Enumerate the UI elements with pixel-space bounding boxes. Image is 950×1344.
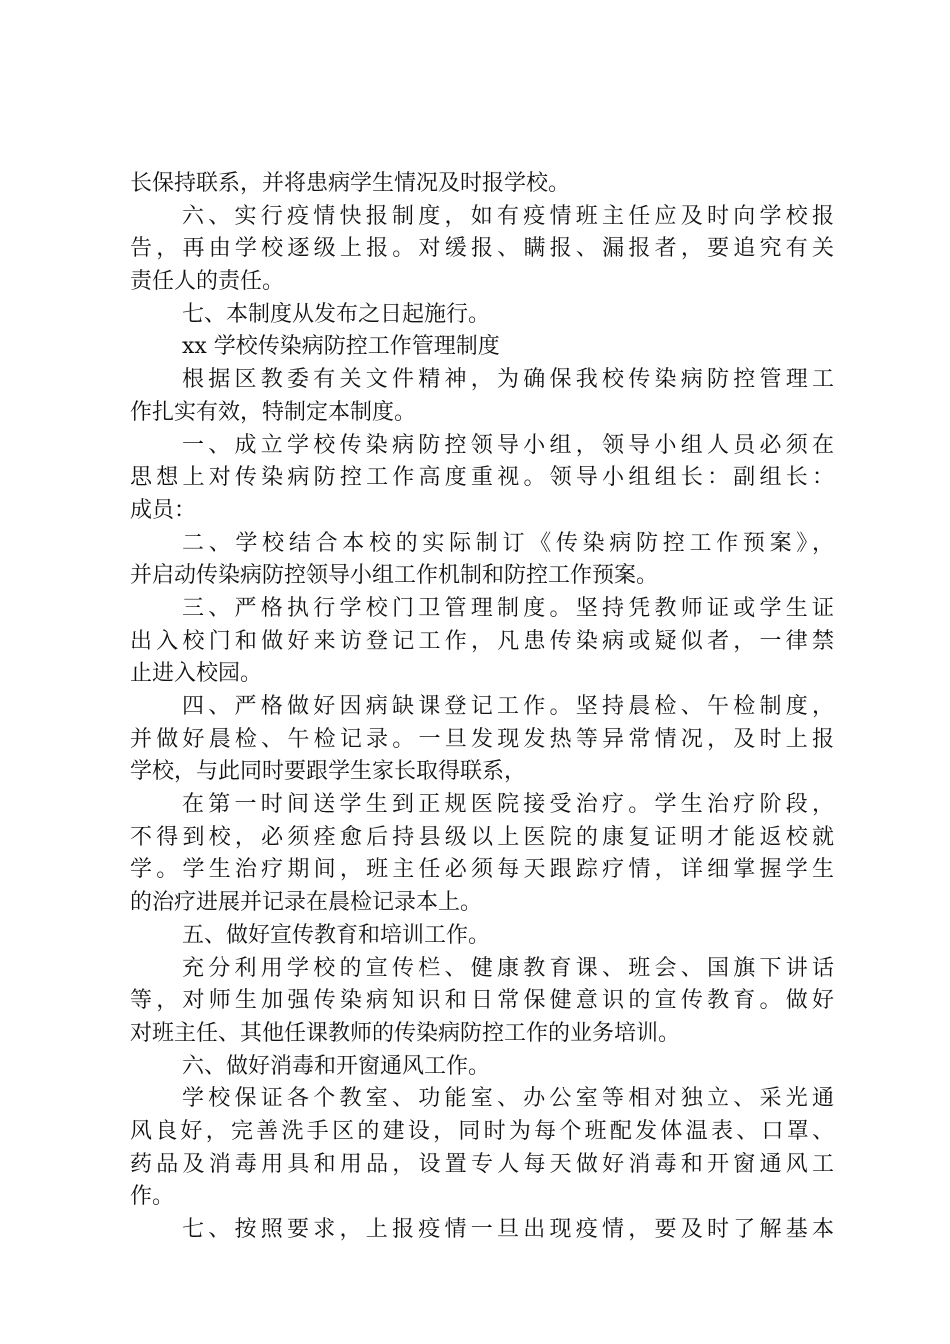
body-line: 责任人的责任。 (130, 269, 285, 295)
body-line: 等，对师生加强传染病知识和日常保健意识的宣传教育。做好 (130, 988, 834, 1014)
body-line: 的治疗进展并记录在晨检记录本上。 (130, 890, 483, 916)
body-line: 告，再由学校逐级上报。对缓报、瞒报、漏报者，要追究有关 (130, 236, 834, 262)
body-line: 四、严格做好因病缺课登记工作。坚持晨检、午检制度， (182, 694, 834, 719)
body-line: 学校，与此同时要跟学生家长取得联系， (130, 759, 527, 785)
body-line: 长保持联系，并将患病学生情况及时报学校。 (130, 171, 571, 196)
body-line: 根据区教委有关文件精神，为确保我校传染病防控管理工 (182, 367, 834, 393)
body-line: 风良好，完善洗手区的建设，同时为每个班配发体温表、口罩、 (130, 1118, 834, 1144)
body-line: 七、本制度从发布之日起施行。 (182, 301, 491, 327)
body-line: 一、成立学校传染病防控领导小组，领导小组人员必须在 (182, 432, 834, 458)
section-title: xx 学校传染病防控工作管理制度 (182, 334, 500, 360)
body-line: 充分利用学校的宣传栏、健康教育课、班会、国旗下讲话 (182, 955, 834, 981)
body-line: 五、做好宣传教育和培训工作。 (182, 922, 491, 948)
body-line: 并做好晨检、午检记录。一旦发现发热等异常情况，及时上报 (130, 726, 834, 752)
body-line: 作扎实有效，特制定本制度。 (130, 399, 417, 425)
body-line: 作。 (130, 1184, 175, 1210)
body-line: 六、做好消毒和开窗通风工作。 (182, 1053, 491, 1079)
body-line: 七、按照要求，上报疫情一旦出现疫情，要及时了解基本 (182, 1217, 834, 1242)
body-line: 对班主任、其他任课教师的传染病防控工作的业务培训。 (130, 1020, 681, 1046)
body-line: 二、学校结合本校的实际制订《传染病防控工作预案》， (182, 530, 834, 556)
body-line: 三、严格执行学校门卫管理制度。坚持凭教师证或学生证 (182, 595, 834, 621)
body-line: 六、实行疫情快报制度，如有疫情班主任应及时向学校报 (182, 203, 834, 229)
body-line: 出入校门和做好来访登记工作，凡患传染病或疑似者，一律禁 (130, 628, 834, 654)
body-line: 并启动传染病防控领导小组工作机制和防控工作预案。 (130, 563, 659, 589)
body-line: 不得到校，必须痊愈后持县级以上医院的康复证明才能返校就 (130, 824, 834, 850)
body-line: 学。学生治疗期间，班主任必须每天跟踪疗情，详细掌握学生 (130, 857, 834, 883)
body-line: 思想上对传染病防控工作高度重视。领导小组组长：副组长： (130, 465, 834, 491)
body-line: 止进入校园。 (130, 661, 263, 687)
body-line: 药品及消毒用具和用品，设置专人每天做好消毒和开窗通风工 (130, 1151, 834, 1177)
document-body (130, 168, 834, 1247)
body-line: 在第一时间送学生到正规医院接受治疗。学生治疗阶段， (182, 792, 834, 818)
body-line: 学校保证各个教室、功能室、办公室等相对独立、采光通 (182, 1086, 834, 1112)
body-line: 成员： (130, 497, 197, 523)
